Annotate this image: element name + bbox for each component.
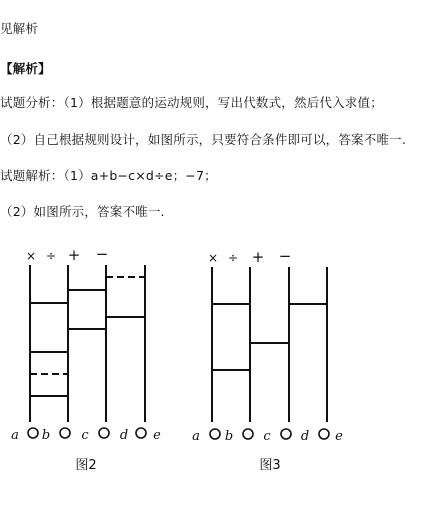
var-a: a — [11, 428, 19, 443]
var-e: e — [335, 429, 343, 444]
figure-3 — [210, 267, 329, 439]
node-circle — [281, 429, 291, 439]
node-circle — [319, 429, 329, 439]
analysis-part2: （2）自己根据规则设计，如图所示，只要符合条件即可以，答案不唯一. — [0, 132, 407, 147]
op-minus: − — [95, 245, 109, 263]
op-minus: − — [278, 247, 292, 265]
op-divide: ÷ — [45, 249, 57, 263]
op-times: × — [25, 249, 37, 263]
var-b: b — [224, 429, 234, 444]
analysis-part1: 试题分析：（1）根据题意的运动规则，写出代数式，然后代入求值； — [0, 95, 383, 110]
var-d: d — [300, 429, 310, 444]
solution-part2: （2）如图所示，答案不唯一. — [0, 204, 165, 219]
node-circle — [60, 428, 70, 438]
node-circle — [99, 428, 109, 438]
figure-3-caption: 图3 — [259, 458, 281, 473]
answer-line: 见解析 — [0, 21, 39, 36]
solution-part1: 试题解析：（1）a+b−c×d÷e；−7； — [0, 168, 217, 183]
var-a: a — [192, 429, 200, 444]
node-circle — [136, 428, 146, 438]
analysis-heading: 【解析】 — [0, 61, 51, 76]
var-c: c — [81, 428, 89, 443]
op-times: × — [207, 251, 219, 265]
var-c: c — [263, 429, 271, 444]
figure-2 — [28, 265, 146, 438]
op-divide: ÷ — [227, 251, 239, 265]
node-circle — [28, 428, 38, 438]
figure-2-caption: 图2 — [75, 458, 97, 473]
op-plus: + — [67, 246, 81, 264]
op-plus: + — [251, 248, 265, 266]
var-e: e — [153, 428, 161, 443]
node-circle — [210, 429, 220, 439]
var-b: b — [41, 428, 51, 443]
var-d: d — [119, 428, 129, 443]
node-circle — [243, 429, 253, 439]
